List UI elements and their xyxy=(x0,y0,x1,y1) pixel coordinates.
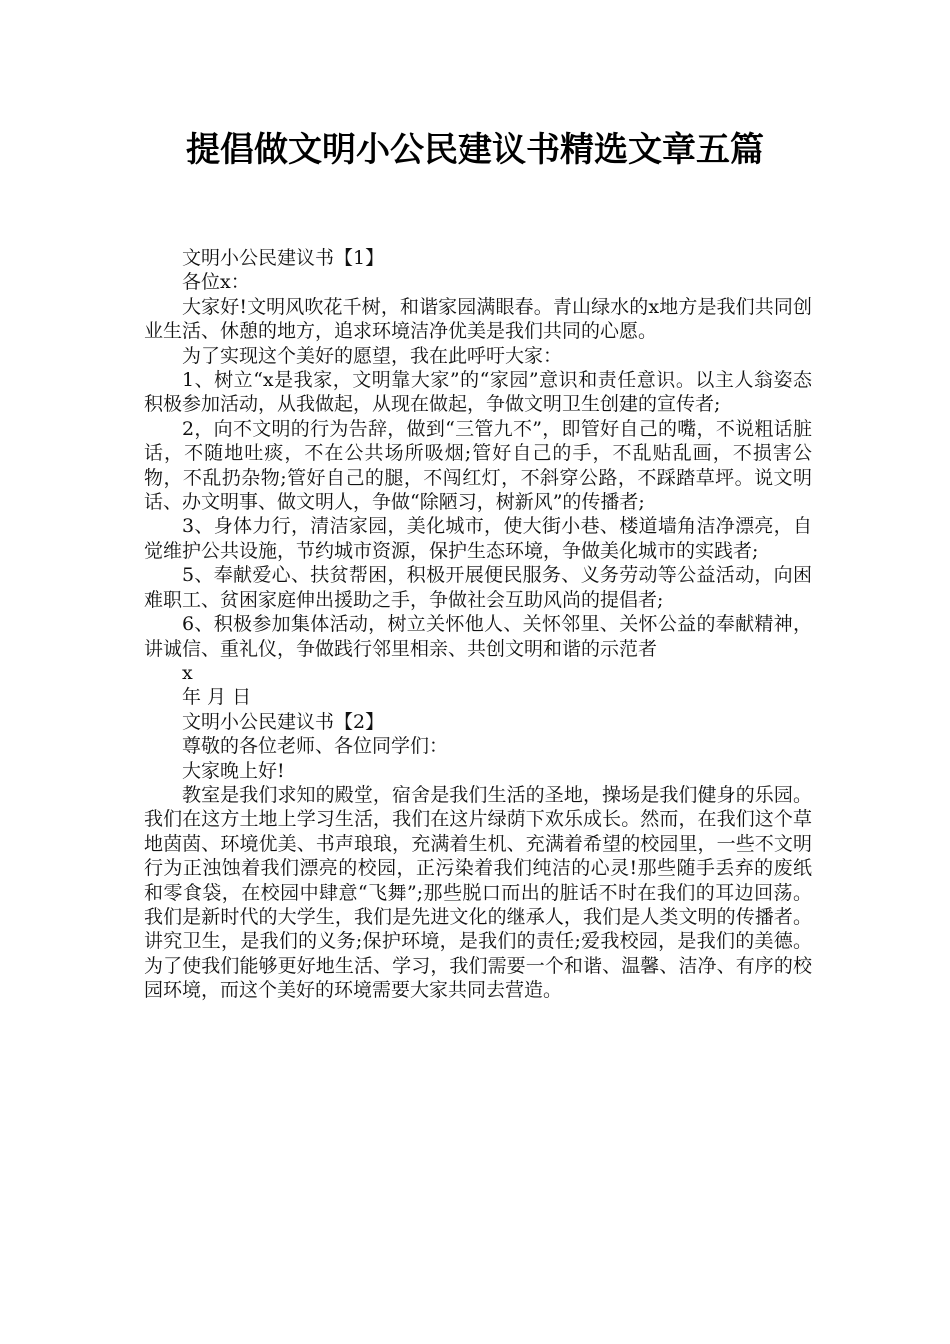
paragraph-point-6: 6、积极参加集体活动，树立关怀他人、关怀邻里、关怀公益的奉献精神，讲诚信、重礼仪，争做践行邻里相亲、共创文明和谐的示范者 xyxy=(144,613,812,660)
paragraph-date: 年 月 日 xyxy=(182,686,252,709)
paragraph-appeal-intro: 为了实现这个美好的愿望，我在此呼吁大家： xyxy=(182,344,563,367)
paragraph-heading-1: 文明小公民建议书【1】 xyxy=(182,247,385,269)
paragraph-point-3: 3、身体力行，清洁家园，美化城市，使大街小巷、楼道墙角洁净漂亮，自觉维护公共设施，节约城市资源，保护生态环境，争做美化城市的实践者; xyxy=(144,515,812,562)
paragraph-salutation-1: 各位x： xyxy=(182,271,250,294)
paragraph-greeting-2: 大家晚上好! xyxy=(182,759,285,782)
paragraph-salutation-2: 尊敬的各位老师、各位同学们： xyxy=(182,735,449,758)
paragraph-point-2: 2，向不文明的行为告辞，做到“三管九不”，即管好自己的嘴，不说粗话脏话，不随地吐痰，不在公共场所吸烟;管好自己的手，不乱贴乱画，不损害公物，不乱扔杂物;管好自己的腿，不闯红灯，不斜穿公路，不踩踏草坪。说文明话、办文明事、做文明人，争做“除陋习，树新风”的传播者; xyxy=(144,417,812,514)
paragraph-point-5: 5、奉献爱心、扶贫帮困，积极开展便民服务、义务劳动等公益活动，向困难职工、贫困家庭伸出援助之手，争做社会互助风尚的提倡者; xyxy=(144,564,812,611)
paragraph-point-1: 1、树立“x是我家，文明靠大家”的“家园”意识和责任意识。以主人翁姿态积极参加活动，从我做起，从现在做起，争做文明卫生创建的宣传者; xyxy=(144,369,812,416)
paragraph-body-2: 教室是我们求知的殿堂，宿舍是我们生活的圣地，操场是我们健身的乐园。我们在这方土地上学习生活，我们在这片绿荫下欢乐成长。然而，在我们这个草地茵茵、环境优美、书声琅琅，充满着生机、充满着希望的校园里，一些不文明行为正浊蚀着我们漂亮的校园，正污染着我们纯洁的心灵!那些随手丢弃的废纸和零食袋，在校园中肆意“飞舞”;那些脱口而出的脏话不时在我们的耳边回荡。我们是新时代的大学生，我们是先进文化的继承人，我们是人类文明的传播者。讲究卫生，是我们的义务;保护环境，是我们的责任;爱我校园，是我们的美德。为了使我们能够更好地生活、学习，我们需要一个和谐、温馨、洁净、有序的校园环境，而这个美好的环境需要大家共同去营造。 xyxy=(144,783,812,1002)
paragraph-signature: x xyxy=(182,661,193,684)
document-title: 提倡做文明小公民建议书精选文章五篇 xyxy=(186,130,764,170)
paragraph-heading-2: 文明小公民建议书【2】 xyxy=(182,710,385,733)
paragraph-greeting-1: 大家好!文明风吹花千树，和谐家园满眼春。青山绿水的x地方是我们共同创业生活、休憩的地方，追求环境洁净优美是我们共同的心愿。 xyxy=(144,295,812,343)
document-body xyxy=(144,246,812,1003)
